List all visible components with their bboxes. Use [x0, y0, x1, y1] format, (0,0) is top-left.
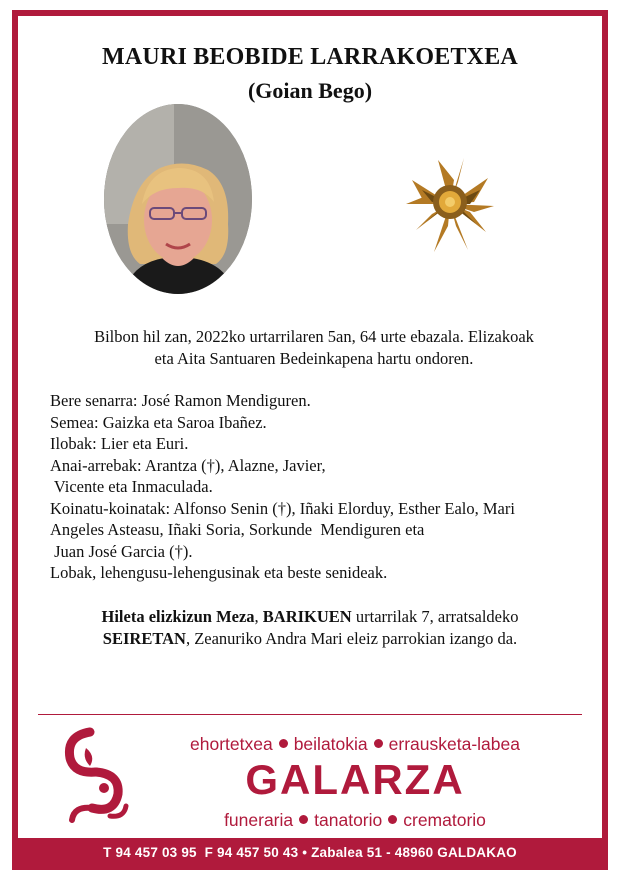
family-line: Juan José Garcia (†). — [50, 541, 193, 561]
company-name: GALARZA — [245, 756, 465, 803]
funeral-place: , Zeanuriko Andra Mari eleiz parrokian izango da. — [185, 629, 518, 648]
service-name: tanatorio — [314, 810, 383, 830]
funeral-line-2 — [40, 628, 580, 650]
service-name: funeraria — [224, 810, 294, 830]
funeral-time: SEIRETAN — [102, 629, 186, 648]
bullet-dot-icon — [374, 739, 383, 748]
family-line: Angeles Asteasu, Iñaki Soria, Sorkunde Mendiguren eta — [50, 520, 425, 539]
family-line: Anai-arrebak: Arantza (†), Alazne, Javier, — [50, 455, 326, 475]
galarza-swirl-logo-icon — [56, 722, 136, 832]
bullet-dot-icon — [279, 739, 288, 748]
family-line: Bere senarra: José Ramon Mendiguren. — [50, 391, 311, 410]
funeral-mass-label: Hileta elizkizun Meza — [101, 607, 255, 626]
death-announcement — [50, 326, 578, 370]
funeral-separator: , — [254, 607, 263, 626]
service-name: errausketa-labea — [388, 734, 520, 754]
service-name: ehortetxea — [190, 734, 273, 754]
funeral-line-1 — [40, 606, 580, 628]
family-list — [50, 390, 590, 584]
family-line: Semea: Gaizka eta Saroa Ibañez. — [50, 412, 267, 432]
bullet-dot-icon — [299, 815, 308, 824]
family-line: Lobak, lehengusu-lehengusinak eta beste senideak. — [50, 563, 388, 582]
bullet-dot-icon — [388, 815, 397, 824]
footer-bar — [12, 838, 608, 870]
deceased-name: MAURI BEOBIDE LARRAKOETXEA — [102, 44, 518, 70]
intro-line: eta Aita Santuaren Bedeinkapena hartu ondoren. — [154, 349, 474, 368]
family-line: Koinatu-koinatak: Alfonso Senin (†), Iñaki Elorduy, Esther Ealo, Mari — [50, 498, 515, 518]
services-spanish — [140, 810, 570, 831]
funeral-day: BARIKUEN — [262, 607, 352, 626]
funeral-date: urtarrilak 7, arratsaldeko — [351, 607, 519, 626]
thistle-flower-icon — [402, 150, 498, 258]
contact-info: T 94 457 03 95 F 94 457 50 43 • Zabalea 51 - 48960 GALDAKAO — [103, 845, 517, 860]
divider — [38, 714, 582, 715]
funeral-details — [40, 606, 580, 650]
services-basque — [140, 734, 570, 755]
portrait-photo — [104, 104, 252, 294]
service-name: crematorio — [403, 810, 486, 830]
family-line: Ilobak: Lier eta Euri. — [50, 434, 189, 453]
service-name: beilatokia — [293, 734, 368, 754]
intro-line: Bilbon hil zan, 2022ko urtarrilaren 5an, 64 urte ebazala. Elizakoak — [94, 327, 534, 346]
family-line: Vicente eta Inmaculada. — [50, 477, 213, 496]
deceased-nickname: (Goian Bego) — [247, 78, 373, 103]
